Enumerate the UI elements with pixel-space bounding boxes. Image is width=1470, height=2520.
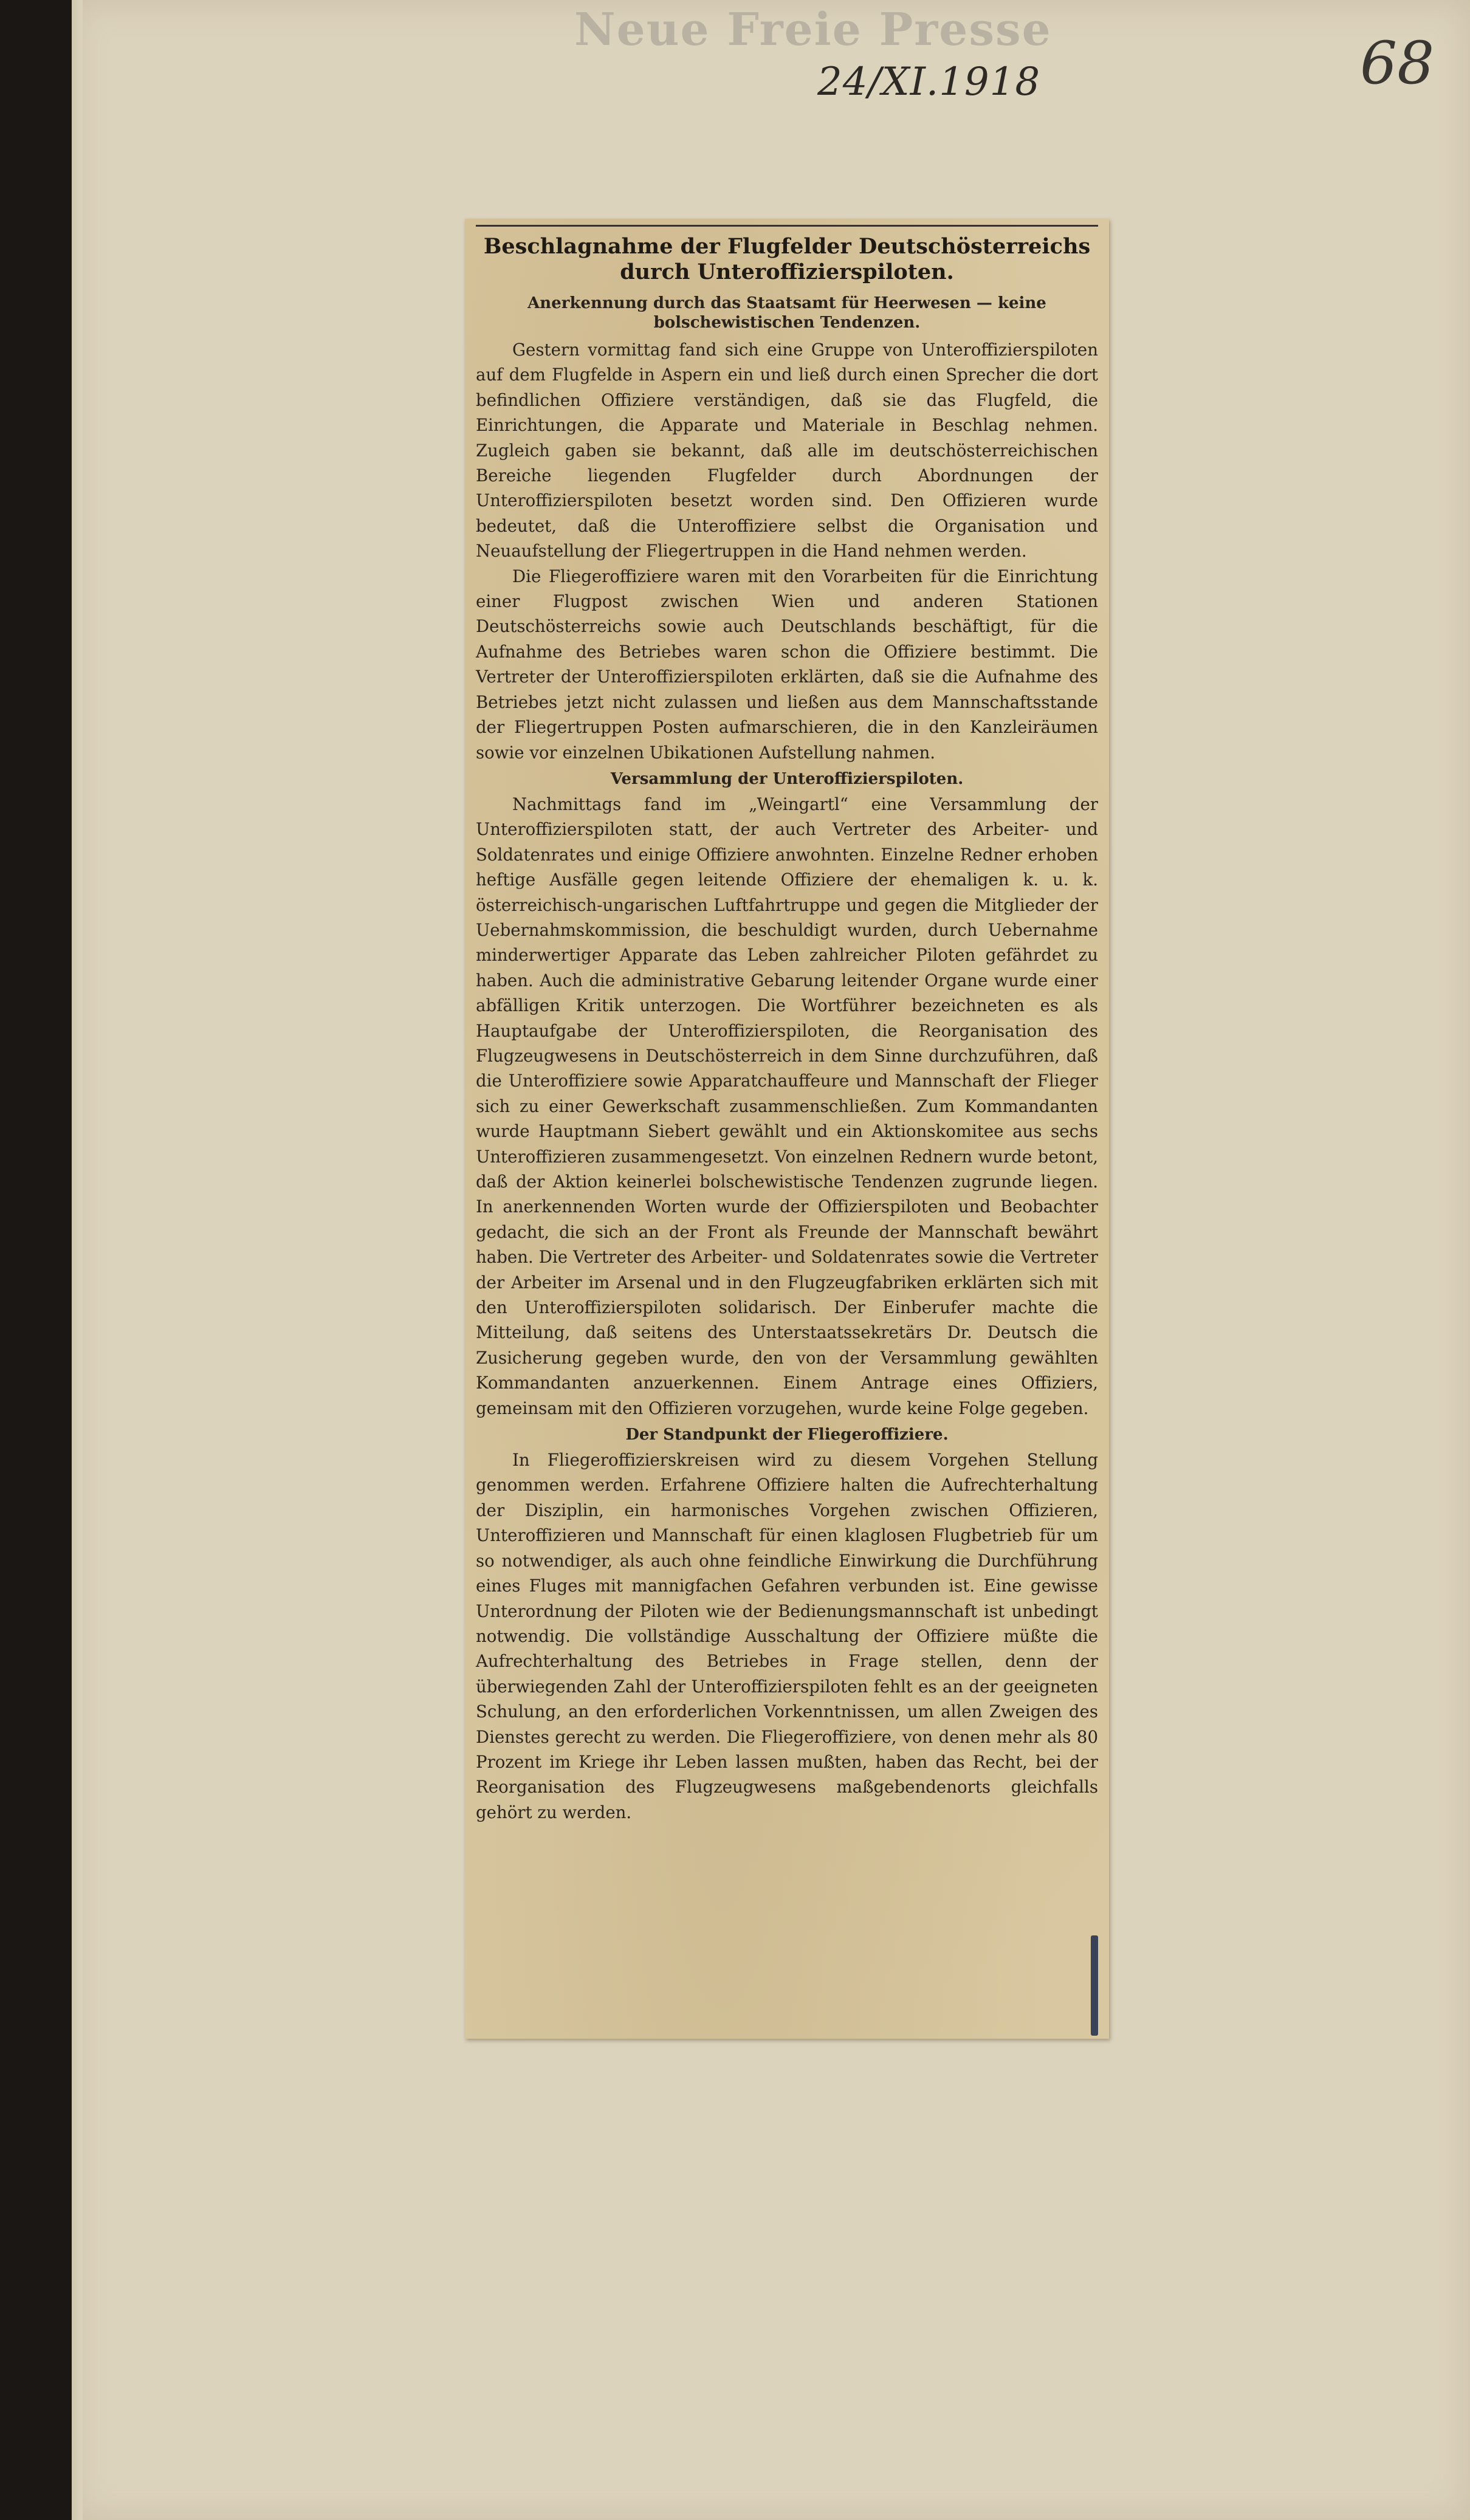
article-subheadline: Anerkennung durch das Staatsamt für Heerwesen — keine bolschewistischen Tendenzen. — [527, 294, 1046, 332]
ink-mark — [1091, 1935, 1098, 2036]
handwritten-date: 24/XI.1918 — [817, 60, 1041, 105]
article-headline: Beschlagnahme der Flugfelder Deutschösterreichs durch Unteroffizierspiloten. — [483, 234, 1091, 284]
article-paragraph: Gestern vormittag fand sich eine Gruppe von Unteroffizierspiloten auf dem Flugfelde in Aspern ein und ließ durch einen Sprecher die dort befindlichen Offiziere verständigen, daß sie das Flugfeld, die Einrichtungen, die Apparate und Materiale in Beschlag nehmen. Zugleich gaben sie bekannt, daß alle im deutschösterreichischen Bereiche liegenden Flugfelder durch Abordnungen der Unteroffizierspiloten besetzt worden sind. Den Offizieren wurde bedeutet, daß die Unteroffiziere selbst die Organisation und Neuaufstellung der Fliegertruppen in die Hand nehmen werden. — [476, 340, 1098, 561]
sheet-left-edge — [72, 0, 83, 2520]
article-paragraph: Nachmittags fand im „Weingartl“ eine Versammlung der Unteroffizierspiloten statt, der auch Vertreter des Arbeiter- und Soldatenrates und einige Offiziere anwohnten. Einzelne Redner erhoben heftige Ausfälle gegen leitende Offiziere der ehemaligen k. u. k. österreichisch-ungarischen Luftfahrtruppe und gegen die Mitglieder der Uebernahmskommission, die beschuldigt wurden, durch Uebernahme minderwertiger Apparate das Leben zahlreicher Piloten gefährdet zu haben. Auch die administrative Gebarung leitender Organe wurde einer abfälligen Kritik unterzogen. Die Wortführer bezeichneten es als Hauptaufgabe der Unteroffizierspiloten, die Reorganisation des Flugzeugwesens in Deutschösterreich in dem Sinne durchzuführen, daß die Unteroffiziere sowie Apparatchauffeure und Mannschaft der Flieger sich zu einer Gewerkschaft zusammenschließen. Zum Kommandanten wurde Hauptmann Siebert gewählt und ein Aktionskomitee aus sechs Unteroffizieren zusammengesetzt. Von einzelnen Rednern wurde betont, daß der Aktion keinerlei bolschewistische Tendenzen zugrunde liegen. In anerkennenden Worten wurde der Offizierspiloten und Beobachter gedacht, die sich an der Front als Freunde der Mannschaft bewährt haben. Die Vertreter des Arbeiter- und Soldatenrates sowie die Vertreter der Arbeiter im Arsenal und in den Flugzeugfabriken erklärten sich mit den Unteroffizierspiloten solidarisch. Der Einberufer machte die Mitteilung, daß seitens des Unterstaatssekretärs Dr. Deutsch die Zusicherung gegeben wurde, den von der Versammlung gewählten Kommandanten anzuerkennen. Einem Antrage eines Offiziers, gemeinsam mit den Offizieren vorzugehen, wurde keine Folge gegeben. — [476, 794, 1098, 1418]
top-rule — [476, 225, 1098, 227]
masthead-stamp: Neue Freie Presse — [574, 4, 1052, 56]
article-paragraph: Die Fliegeroffiziere waren mit den Vorarbeiten für die Einrichtung einer Flugpost zwischen Wien und anderen Stationen Deutschösterreichs sowie auch Deutschlands beschäftigt, für die Aufnahme des Betriebes waren schon die Offiziere bestimmt. Die Vertreter der Unteroffizierspiloten erklärten, daß sie die Aufnahme des Betriebes jetzt nicht zulassen und ließen aus dem Mannschaftsstande der Fliegertruppen Posten aufmarschieren, die in den Kanzleiräumen sowie vor einzelnen Ubikationen Aufstellung nahmen. — [476, 566, 1098, 763]
article-paragraph: In Fliegeroffizierskreisen wird zu diesem Vorgehen Stellung genommen werden. Erfahrene Offiziere halten die Aufrechterhaltung der Disziplin, ein harmonisches Vorgehen zwischen Offizieren, Unteroffizieren und Mannschaft für einen klaglosen Flugbetrieb für um so notwendiger, als auch ohne feindliche Einwirkung die Durchführung eines Fluges mit mannigfachen Gefahren verbunden ist. Eine gewisse Unterordnung der Piloten wie der Bedienungsmannschaft ist unbedingt notwendig. Die vollständige Ausschaltung der Offiziere müßte die Aufrechterhaltung des Betriebes in Frage stellen, denn der überwiegenden Zahl der Unteroffizierspiloten fehlt es an der geeigneten Schulung, an den erforderlichen Vorkenntnissen, um allen Zweigen des Dienstes gerecht zu werden. Die Fliegeroffiziere, von denen mehr als 80 Prozent im Kriege ihr Leben lassen mußten, haben das Recht, bei der Reorganisation des Flugzeugwesens maßgebendenorts gleichfalls gehört zu werden. — [476, 1450, 1098, 1822]
section-heading-officers: Der Standpunkt der Fliegeroffiziere. — [625, 1426, 949, 1444]
section-heading-assembly: Versammlung der Unteroffizierspiloten. — [610, 769, 964, 788]
handwritten-page-number: 68 — [1360, 29, 1435, 97]
newspaper-clipping — [465, 219, 1109, 2039]
